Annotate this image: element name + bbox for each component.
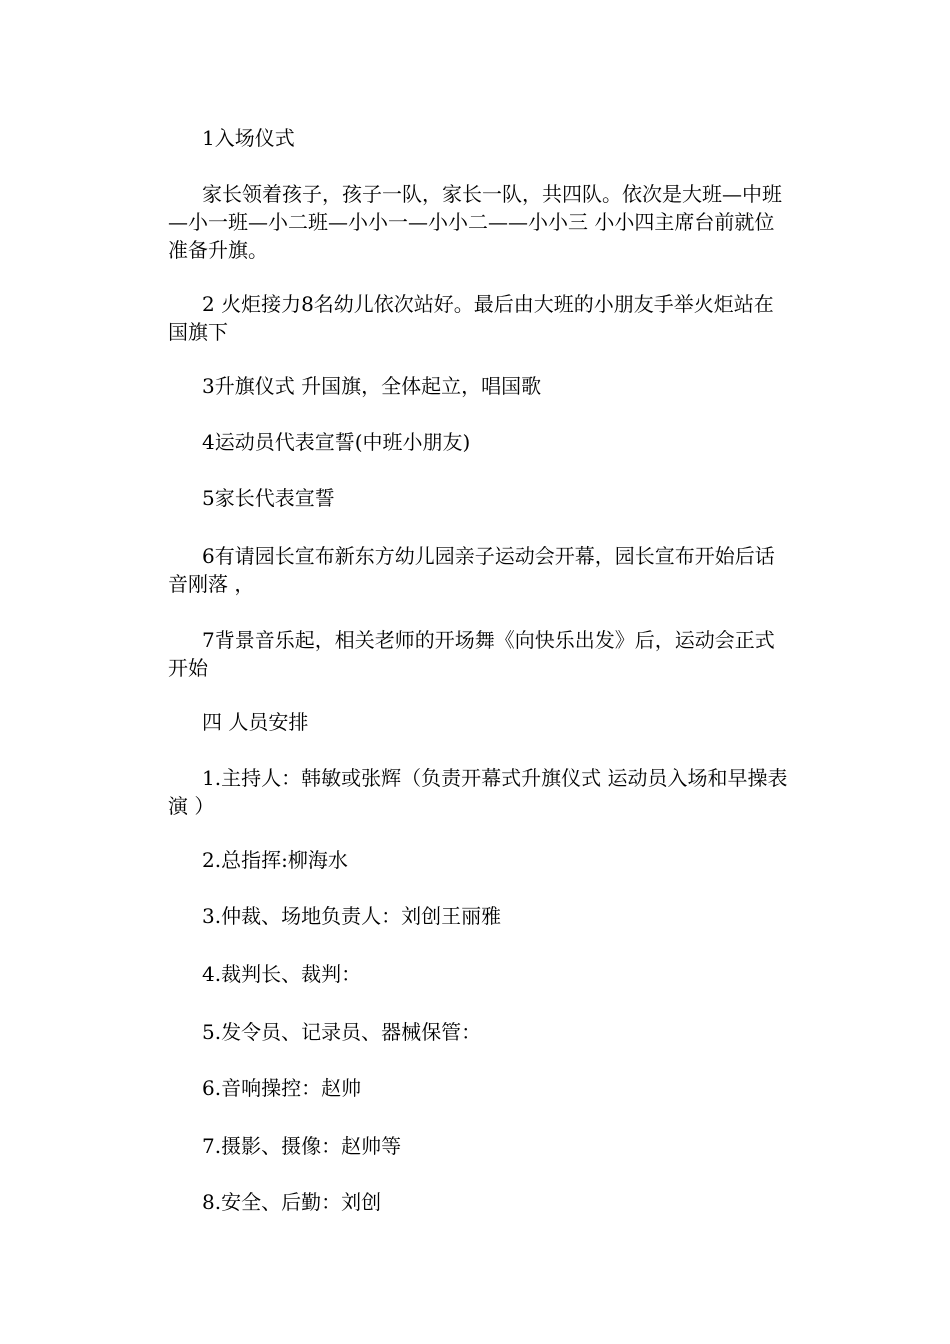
- section-staff-arrangement: 四 人员安排: [202, 710, 309, 734]
- athlete-oath-paragraph: 4运动员代表宣誓(中班小朋友): [202, 430, 471, 454]
- staff-safety-item: 8.安全、后勤：刘创: [202, 1190, 382, 1214]
- section-entrance-ceremony: 1入场仪式: [202, 126, 295, 150]
- torch-relay-paragraph: 2 火炬接力8名幼儿依次站好。最后由大班的小朋友手举火炬站在国旗下: [168, 292, 774, 344]
- parent-oath-paragraph: 5家长代表宣誓: [202, 486, 335, 510]
- staff-audio-item: 6.音响操控：赵帅: [202, 1076, 362, 1100]
- flag-raising-paragraph: 3升旗仪式 升国旗，全体起立，唱国歌: [202, 374, 542, 398]
- staff-photo-item: 7.摄影、摄像：赵帅等: [202, 1134, 402, 1158]
- staff-referee-item: 4.裁判长、裁判：: [202, 962, 362, 986]
- staff-arbitration-item: 3.仲裁、场地负责人：刘创王丽雅: [202, 904, 502, 928]
- staff-commander-item: 2.总指挥:柳海水: [202, 848, 348, 872]
- staff-starter-item: 5.发令员、记录员、器械保管：: [202, 1020, 482, 1044]
- opening-announcement-paragraph: 6有请园长宣布新东方幼儿园亲子运动会开幕，园长宣布开始后话音刚落 ，: [168, 544, 775, 596]
- opening-dance-paragraph: 7背景音乐起，相关老师的开场舞《向快乐出发》后，运动会正式开始: [168, 628, 775, 680]
- entrance-order-paragraph: 家长领着孩子，孩子一队，家长一队，共四队。依次是大班—中班—小一班—小二班—小小一—小小二——小小三 小小四主席台前就位准备升旗。: [168, 182, 782, 262]
- staff-host-item: 1.主持人：韩敏或张辉（负责开幕式升旗仪式 运动员入场和早操表演 ）: [168, 766, 788, 818]
